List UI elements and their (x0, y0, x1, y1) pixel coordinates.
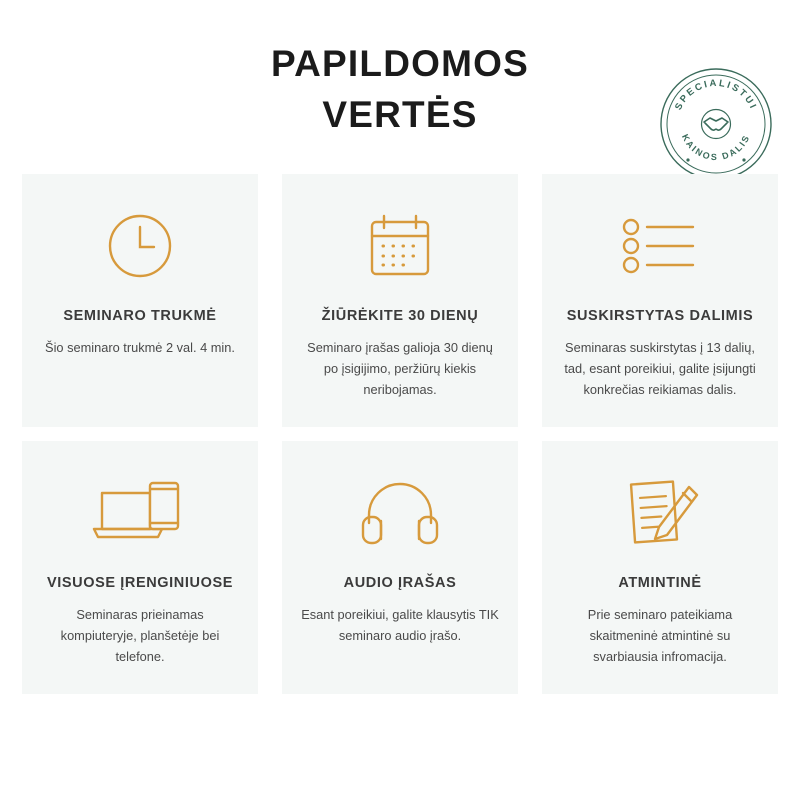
card-title: SUSKIRSTYTAS DALIMIS (566, 308, 754, 324)
card-text: Seminaro įrašas galioja 30 dienų po įsigijimo, peržiūrų kiekis neribojamas. (307, 340, 493, 397)
devices-icon (88, 467, 192, 559)
card-text: Prie seminaro pateikiama skaitmeninė atmintinė su svarbiausia infromacija. (587, 607, 733, 664)
card-title: ŽIŪRĖKITE 30 DIENŲ (321, 308, 479, 324)
card-title: ATMINTINĖ (618, 575, 702, 591)
feature-card-sections (542, 174, 778, 427)
feature-grid (22, 174, 778, 694)
clock-icon (102, 200, 178, 292)
list-icon (615, 200, 705, 292)
feature-card-30-days (282, 174, 518, 427)
svg-text:KAINOS DALIS: KAINOS DALIS (680, 132, 752, 163)
card-title: VISUOSE ĮRENGINIUOSE (46, 575, 234, 591)
card-text: Šio seminaro trukmė 2 val. 4 min. (45, 340, 235, 355)
title-line-2: VERTĖS (322, 94, 478, 135)
specialist-badge (658, 66, 774, 182)
calendar-icon (362, 200, 438, 292)
card-text: Seminaras suskirstytas į 13 dalių, tad, esant poreikiui, galite įsijungti konkrečias reikiamas dalis. (564, 340, 756, 397)
card-title: SEMINARO TRUKMĖ (63, 308, 217, 324)
feature-card-devices (22, 441, 258, 694)
card-text: Seminaras prieinamas kompiuteryje, planšetėje bei telefone. (60, 607, 220, 664)
svg-text:SPECIALISTUI: SPECIALISTUI (673, 77, 759, 112)
card-text: Esant poreikiui, galite klausytis TIK seminaro audio įrašo. (301, 607, 499, 643)
title-line-1: PAPILDOMOS (271, 43, 529, 84)
notepad-pencil-icon (617, 467, 703, 559)
feature-card-memo (542, 441, 778, 694)
headphones-icon (357, 467, 443, 559)
feature-card-duration (22, 174, 258, 427)
card-title: AUDIO ĮRAŠAS (343, 575, 457, 591)
feature-card-audio (282, 441, 518, 694)
